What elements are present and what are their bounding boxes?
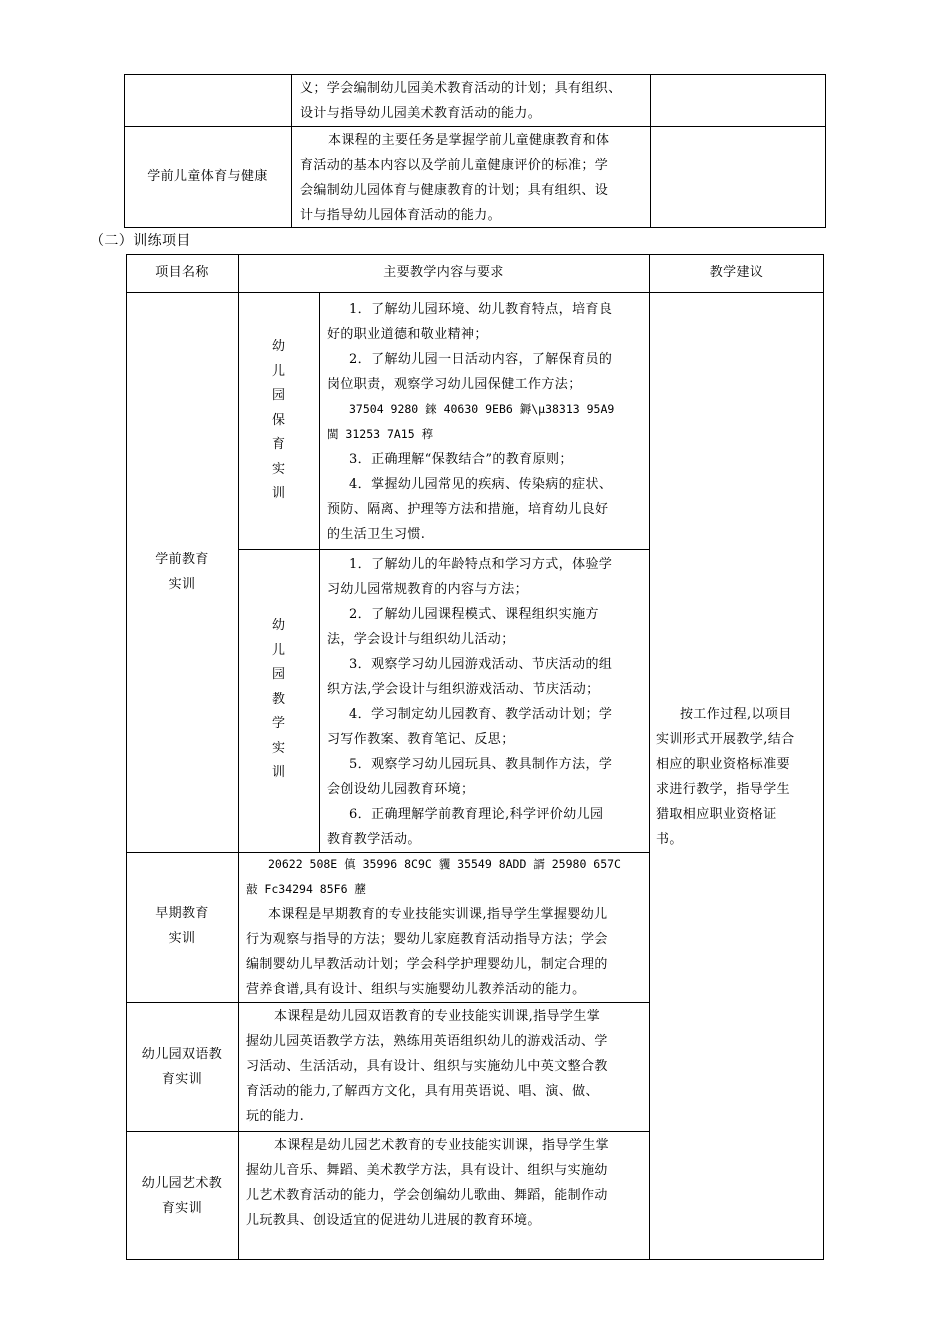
care-teaching-divider [238,549,649,550]
teaching-advice: 按工作过程,以项目 实训形式开展教学,结合 相应的职业资格标准要 求进行教学，指导学生 猎取相应职业资格证 书。 [656,707,795,847]
col-divider-sublabel [319,292,320,852]
early-training-content: 20622 508E 傎 35996 8C9C 貜 35549 8ADD 諝 25980 657C 敼 Fc34294 85F6 藶 本课程是早期教育的专业技能实训课,指导学生掌握婴幼儿 行为观察与指导的方法；婴幼儿家庭教育活动指导方法；学会 编制婴幼儿早教活动计划；学会科学护理婴幼儿，制定合理的 营养食谱,具有设计、组织与实施婴幼儿教养活动的能力。 [246,857,621,997]
care-training-content: 1．了解幼儿园环境、幼儿教育特点，培育良 好的职业道德和敬业精神； 2．了解幼儿园一日活动内容，了解保育员的 岗位职责，观察学习幼儿园保健工作方法； 37504 9280 錸 40630 9EB6 鎒\μ38313 95A9 閩 31253 7A15 稕 3．正确理解“保教结合”的教育原则； 4．掌握幼儿园常见的疾病、传染病的症状、 预防、隔离、护理等方法和措施，培育幼儿良好 的生活卫生习惯. [327,302,615,542]
teaching-training-label: 幼 儿 园 教 学 实 训 [271,618,285,780]
art-training-content: 本课程是幼儿园艺术教育的专业技能实训课，指导学生掌 握幼儿音乐、舞蹈、美术教学方法，具有设计、组织与实施幼 儿艺术教育活动的能力，学会创编幼儿歌曲、舞蹈，能制作动 儿玩教具、创设适宜的促进幼儿进展的教育环境。 [246,1138,610,1228]
care-training-label: 幼 儿 园 保 育 实 训 [271,339,285,501]
top-row1-content: 义；学会编制幼儿园美术教育活动的计划；具有组织、 设计与指导幼儿园美术教育活动的能力。 [300,81,622,121]
header-project-name: 项目名称 [155,265,209,280]
teaching-training-content: 1．了解幼儿的年龄特点和学习方式，体验学 习幼儿园常规教育的内容与方法； 2．了解幼儿园课程模式、课程组织实施方 法，学会设计与组织幼儿活动； 3．观察学习幼儿园游戏活动、节庆活动的组 织方法,学会设计与组织游戏活动、节庆活动； 4．学习制定幼儿园教育、教学活动计划；学 习写作教案、教育笔记、反思； 5．观察学习幼儿园玩具、教具制作方法，学 会创设幼儿园教育环境； 6．正确理解学前教育理论,科学评价幼儿园 教育教学活动。 [327,557,613,847]
preschool-training-name: 学前教育 实训 [155,552,209,592]
header-advice: 教学建议 [709,265,764,280]
bilingual-training-name: 幼儿园双语教 育实训 [141,1047,223,1087]
section-title: （二）训练项目 [90,233,191,249]
bilingual-training-content: 本课程是幼儿园双语教育的专业技能实训课,指导学生掌 握幼儿园英语教学方法，熟练用英语组织幼儿的游戏活动、学 习活动、生活活动，具有设计、组织与实施幼儿中英文整合教 育活动的能力,了解西方文化，具有用英语说、唱、演、做、 玩的能力. [246,1009,608,1124]
header-content: 主要教学内容与要求 [383,265,504,280]
row-divider [126,1131,649,1132]
col-divider-advice [649,254,650,1260]
row-divider [126,1002,649,1003]
top-table-divider [291,74,292,228]
art-training-name: 幼儿园艺术教 育实训 [141,1176,223,1216]
top-table-divider [650,74,651,228]
header-divider [126,292,824,293]
top-table-row-divider [124,126,826,127]
top-row2-content: 本课程的主要任务是掌握学前儿童健康教育和体 育活动的基本内容以及学前儿童健康评价的标准；学 会编制幼儿园体育与健康教育的计划；具有组织、设 计与指导幼儿园体育活动的能力。 [300,133,610,223]
top-row2-name: 学前儿童体育与健康 [147,169,268,184]
early-training-name: 早期教育 实训 [155,906,209,946]
